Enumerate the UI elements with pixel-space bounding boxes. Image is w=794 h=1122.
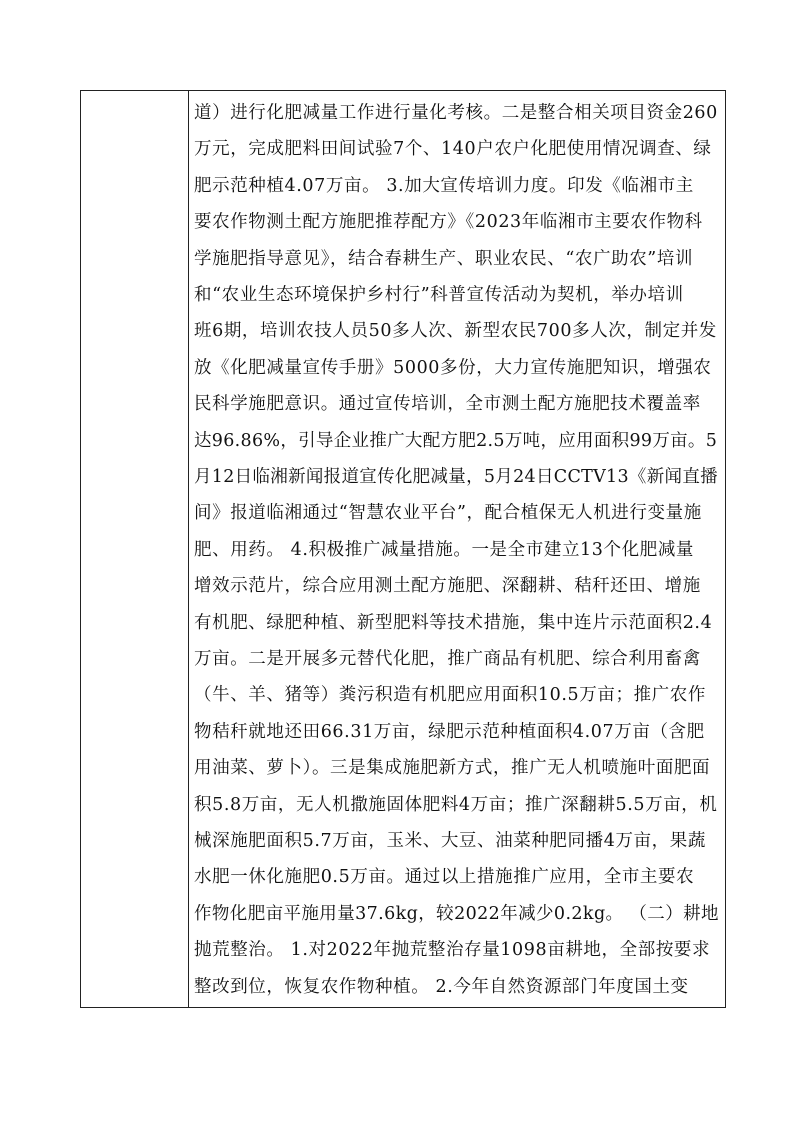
text-line: 作物化肥亩平施用量37.6kg，较2022年减少0.2kg。 （二）耕地 xyxy=(194,903,719,924)
text-line: 学施肥指导意见》，结合春耕生产、职业农民、“农广助农”培训 xyxy=(194,248,694,269)
text-line: 达96.86%，引导企业推广大配方肥2.5万吨，应用面积99万亩。5 xyxy=(194,430,718,451)
text-line: 万亩。二是开展多元替代化肥，推广商品有机肥、综合利用畜禽 xyxy=(194,649,701,669)
report-table xyxy=(80,90,726,1008)
text-line: 民科学施肥意识。通过宣传培训，全市测土配方施肥技术覆盖率 xyxy=(194,394,701,415)
text-line: 增效示范片，综合应用测土配方施肥、深翻耕、秸秆还田、增施 xyxy=(194,576,701,597)
text-line: 有机肥、绿肥种植、新型肥料等技术措施，集中连片示范面积2.4 xyxy=(194,612,713,633)
text-line: 和“农业生态环境保护乡村行”科普宣传活动为契机，举办培训 xyxy=(194,285,684,305)
text-line: 班6期，培训农技人员50多人次、新型农民700多人次，制定并发 xyxy=(194,321,717,342)
text-line: 用油菜、萝卜）。三是集成施肥新方式，推广无人机喷施叶面肥面 xyxy=(194,758,711,779)
text-line: 整改到位，恢复农作物种植。 2.今年自然资源部门年度国土变 xyxy=(194,976,689,997)
text-line: 间》报道临湘通过“智慧农业平台”，配合植保无人机进行变量施 xyxy=(194,503,702,524)
text-line: 物秸秆就地还田66.31万亩，绿肥示范种植面积4.07万亩（含肥 xyxy=(194,721,705,742)
label-cell xyxy=(81,91,188,1007)
text-line: 肥、用药。 4.积极推广减量措施。一是全市建立13个化肥减量 xyxy=(194,539,695,560)
text-line: 水肥一休化施肥0.5万亩。通过以上措施推广应用，全市主要农 xyxy=(194,867,695,888)
text-line: 月12日临湘新闻报道宣传化肥减量，5月24日CCTV13《新闻直播 xyxy=(194,467,718,487)
text-line: 万元，完成肥料田间试验7个、140户农户化肥使用情况调查、绿 xyxy=(194,139,712,160)
text-line: 道）进行化肥减量工作进行量化考核。二是整合相关项目资金260 xyxy=(194,103,718,123)
text-line: 肥示范种植4.07万亩。 3.加大宣传培训力度。印发《临湘市主 xyxy=(194,175,694,196)
text-line: （牛、羊、猪等）粪污积造有机肥应用面积10.5万亩；推广农作 xyxy=(194,685,706,706)
content-cell xyxy=(194,91,722,1007)
text-line: 积5.8万亩，无人机撒施固体肥料4万亩；推广深翻耕5.5万亩，机 xyxy=(194,794,718,815)
text-line: 抛荒整治。 1.对2022年抛荒整治存量1098亩耕地，全部按要求 xyxy=(194,940,711,961)
text-line: 放《化肥减量宣传手册》5000多份，大力宣传施肥知识，增强农 xyxy=(194,357,712,378)
text-line: 械深施肥面积5.7万亩，玉米、大豆、油菜种肥同播4万亩，果蔬 xyxy=(194,831,706,851)
column-divider xyxy=(188,91,189,1007)
text-line: 要农作物测土配方施肥推荐配方》《2023年临湘市主要农作物科 xyxy=(194,212,703,233)
